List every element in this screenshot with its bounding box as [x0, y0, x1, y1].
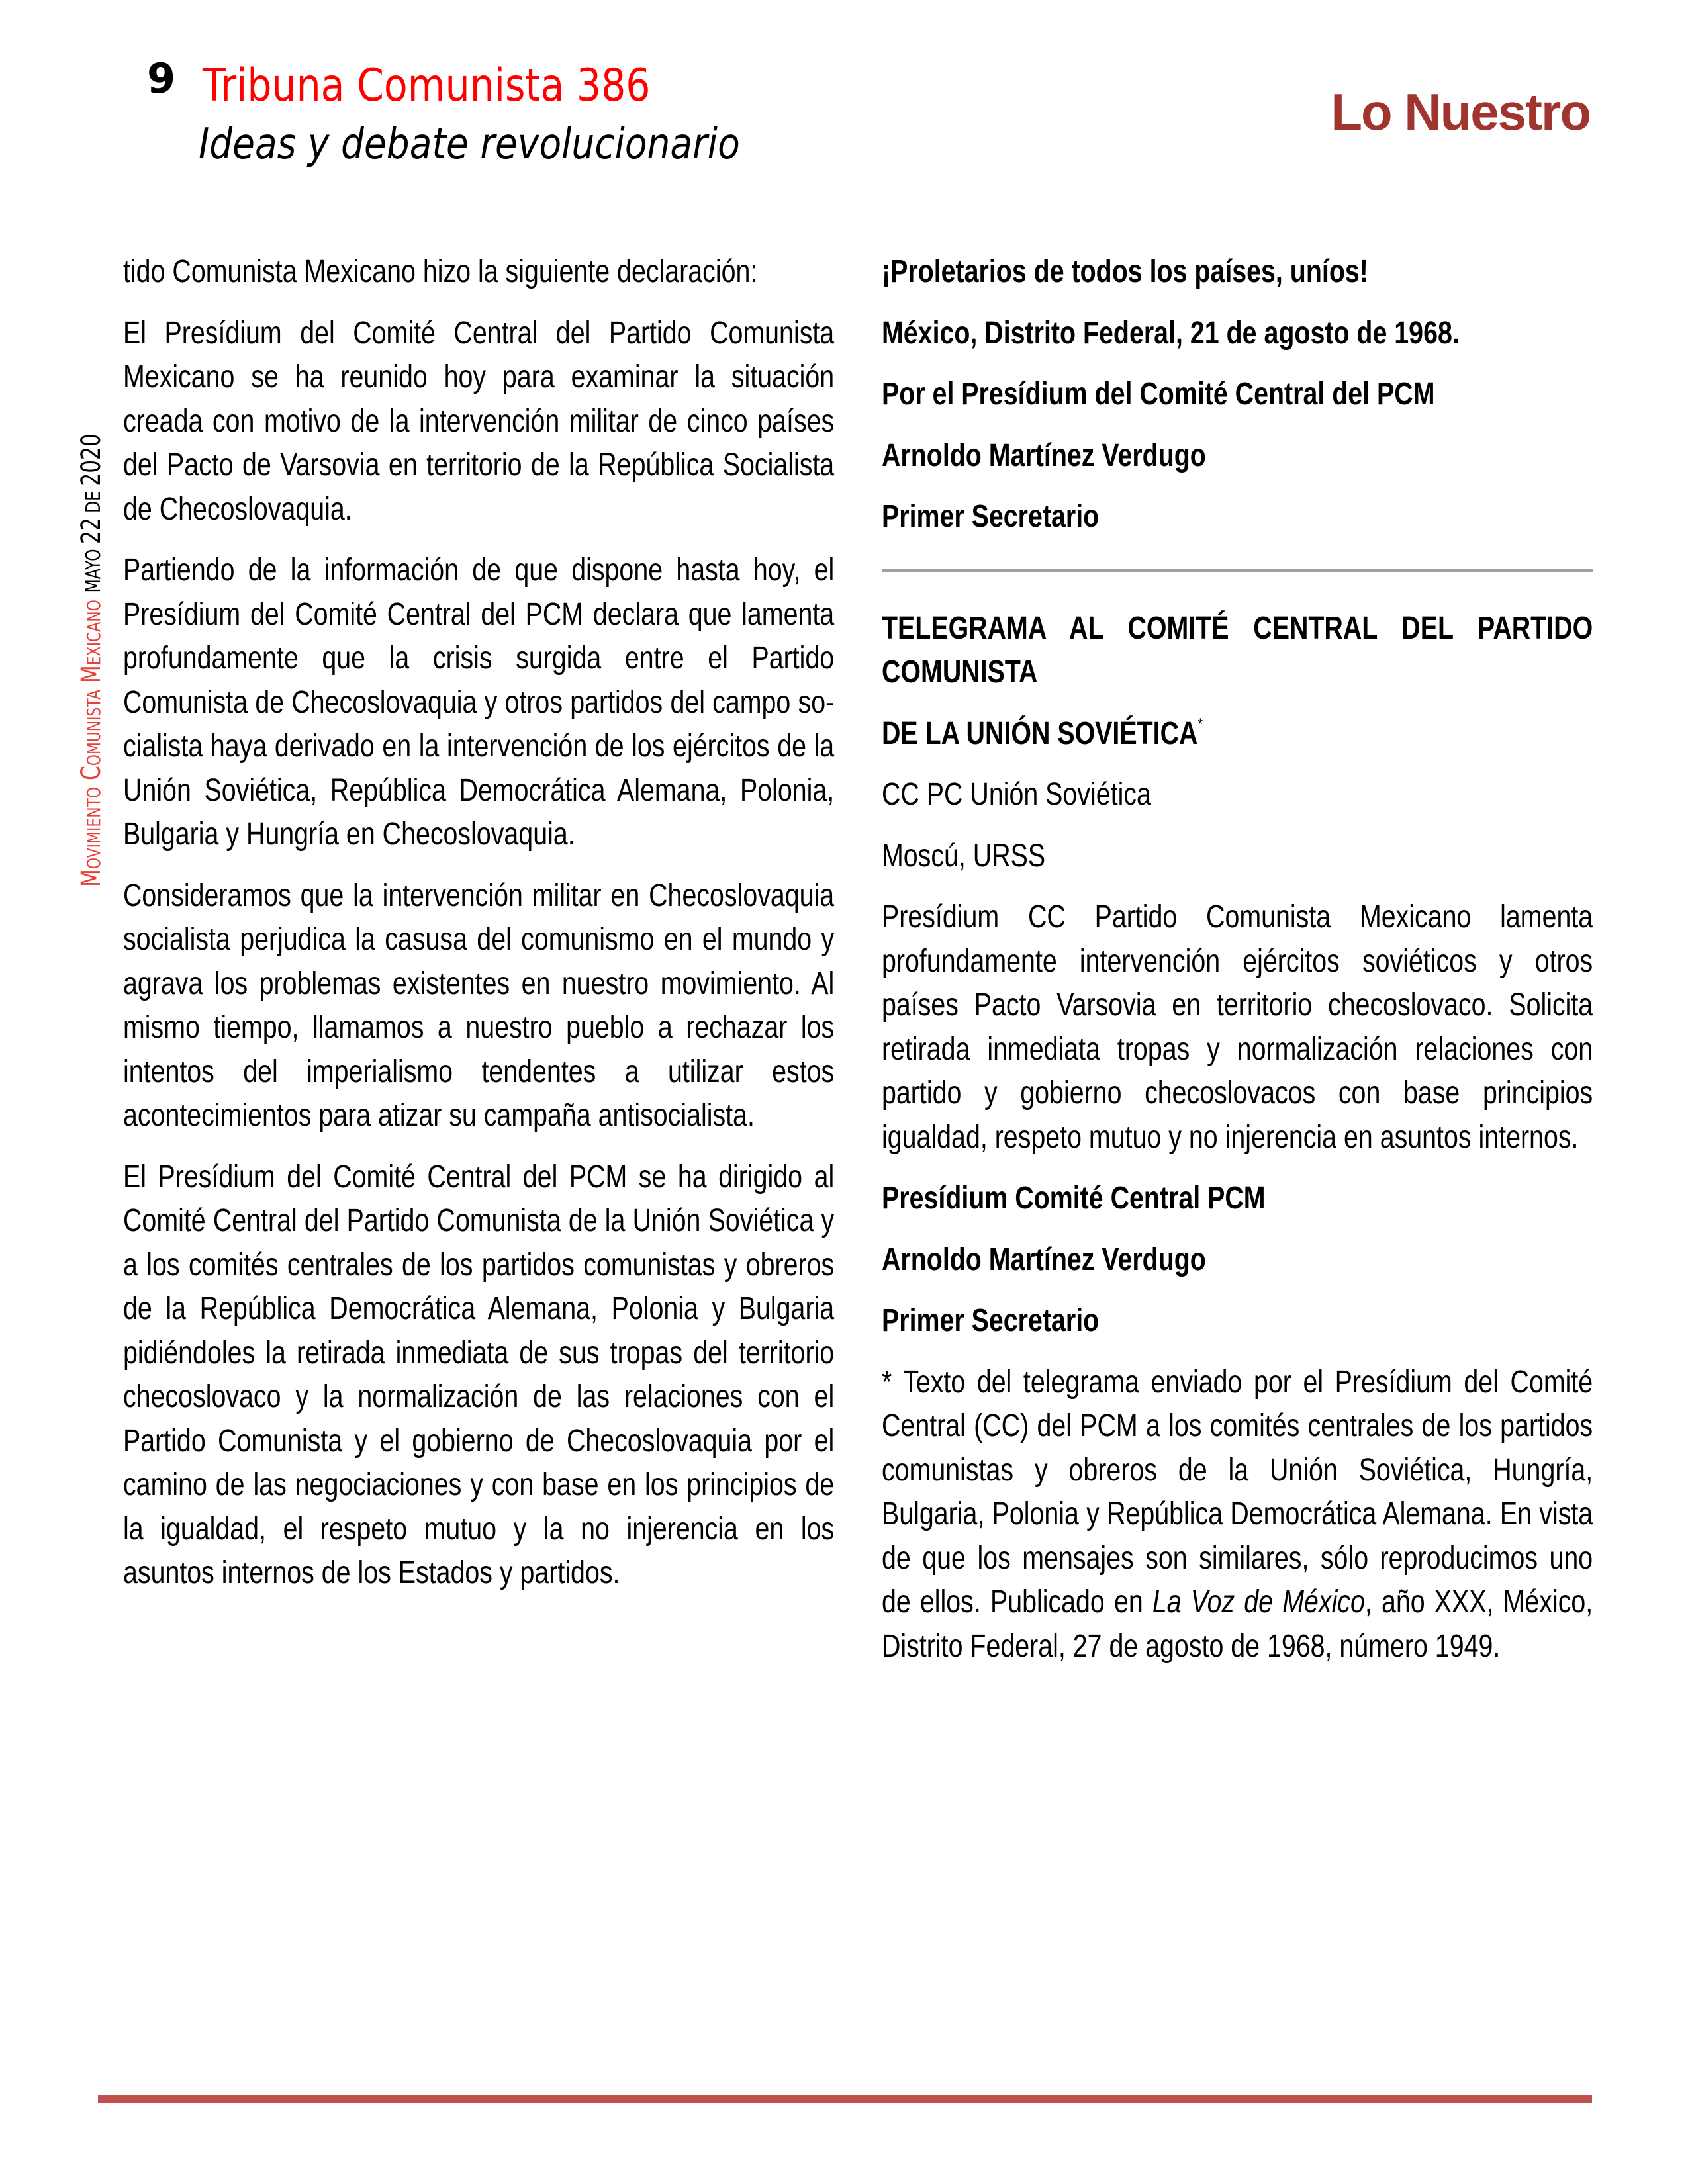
- signatory-name: Arnoldo Martínez Verdugo: [882, 437, 1206, 473]
- section-divider: [882, 569, 1593, 572]
- paragraph: Partiendo de la información de que dispone hasta hoy, el Presídium del Comité Central del PCM declara que lamenta profundamente que la crisis surgida entre el Partido Comunista de Checoslovaquia y otros partidos del campo socialista haya derivado en la intervención de los ejércitos de la Unión Soviética, República Democrática Alemana, Polonia, Bulgaria y Hungría en Checoslovaquia.: [123, 553, 835, 852]
- footnote-publication: La Voz de México: [1152, 1584, 1365, 1619]
- page-number: 9: [147, 54, 176, 103]
- paragraph: El Presídium del Comité Central del PCM se ha dirigido al Comité Central del Partido Comunista de la Unión Soviética y a los comités centrales de los partidos comunistas y obreros de la República Democrática Alemana, Polonia y Bulgaria pidiéndoles la retirada inmediata de sus tropas del territorio checoslovaco y la normalización de las relaciones con el Partido Comunista y el gobierno de Checoslovaquia por el camino de las negociaciones y con base en los principios de la igualdad, el respeto mutuo y la no injerencia en los asuntos internos de los Estados y partidos.: [123, 1159, 835, 1590]
- side-date-day: 22: [76, 518, 107, 545]
- footer-rule: [98, 2095, 1592, 2103]
- left-column: [123, 250, 834, 1613]
- publication-title: Tribuna Comunista 386: [203, 60, 651, 112]
- side-date: [76, 433, 107, 593]
- telegram-heading-text: DE LA UNIÓN SOVIÉTICA: [882, 715, 1198, 751]
- footnote: [882, 1361, 1593, 1669]
- paragraph: tido Comunista Mexicano hizo la siguiente declaración:: [123, 254, 758, 289]
- telegram-location: Moscú, URSS: [882, 838, 1046, 874]
- footnote-marker[interactable]: *: [1197, 715, 1203, 733]
- signed-for: Por el Presídium del Comité Central del PCM: [882, 377, 1435, 412]
- footnote-text-end: , año XXX, México, Distrito Federal, 27 de agosto de 1968, número 1949.: [882, 1584, 1593, 1664]
- side-date-de: DE: [82, 491, 105, 513]
- signatory-title: Primer Secretario: [882, 499, 1100, 534]
- side-organization: Movimiento Comunista Mexicano: [76, 600, 107, 887]
- telegram-sender: Presídium Comité Central PCM: [882, 1181, 1266, 1216]
- paragraph: El Presídium del Comité Central del Partido Comunista Mexicano se ha reunido hoy para examinar la situación creada con motivo de la intervención militar de cinco países del Pacto de Varsovia en territorio de la República Socialista de Checoslovaquia.: [123, 315, 835, 527]
- paragraph: Consideramos que la intervención militar en Checoslovaquia socialista perjudica la casusa del comunismo en el mundo y agrava los problemas existentes en nuestro movimiento. Al mismo tiempo, llamamos a nuestro pueblo a rechazar los intentos del imperialismo tendentes a utilizar estos acontecimientos para atizar su campaña antisocialista.: [123, 878, 835, 1133]
- side-date-month: MAYO: [82, 549, 105, 593]
- section-title: Lo Nuestro: [1331, 83, 1590, 141]
- publication-subtitle: Ideas y debate revolucionario: [199, 120, 740, 169]
- telegram-body: Presídium CC Partido Comunista Mexicano lamenta profundamente intervención ejércitos soviéticos y otros países Pacto Varsovia en territorio checoslovaco. Solicita retirada inmediata tropas y normalización relaciones con partido y gobierno checoslovacos con base principios igualdad, respeto mutuo y no injerencia en asuntos internos.: [882, 899, 1593, 1155]
- footnote-text: * Texto del telegrama enviado por el Presídium del Comité Central (CC) del PCM a los comités centrales de los partidos comunistas y obreros de la Unión Soviética, Hungría, Bulgaria, Polonia y República Democrática Alemana. En vista de que los mensajes son similares, sólo reproducimos uno de ellos. Publicado en: [882, 1364, 1593, 1619]
- telegram-recipient: CC PC Unión Soviética: [882, 777, 1151, 812]
- side-running-label: [78, 306, 105, 887]
- right-column: [882, 250, 1593, 1686]
- telegram-heading: TELEGRAMA AL COMITÉ CENTRAL DEL PARTIDO COMUNISTA: [882, 610, 1593, 690]
- place-date: México, Distrito Federal, 21 de agosto de 1968.: [882, 315, 1460, 351]
- slogan: ¡Proletarios de todos los países, uníos!: [882, 254, 1368, 289]
- telegram-signatory-name: Arnoldo Martínez Verdugo: [882, 1242, 1206, 1277]
- telegram-signatory-title: Primer Secretario: [882, 1303, 1100, 1338]
- telegram-heading-line2: [882, 712, 1593, 756]
- side-date-year: 2020: [76, 433, 107, 486]
